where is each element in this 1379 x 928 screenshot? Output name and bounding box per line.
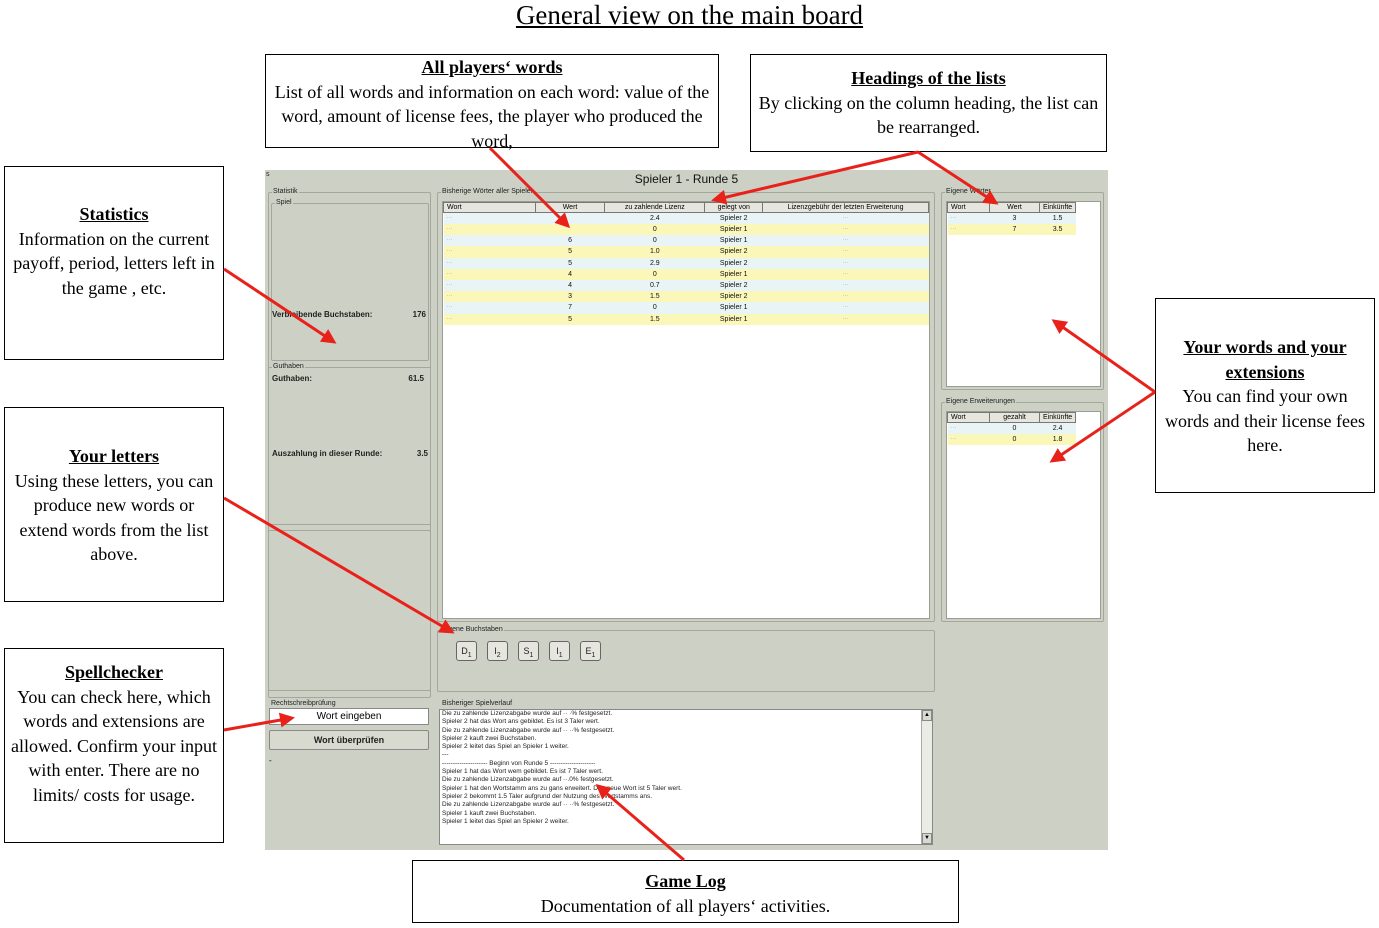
table-cell: ··· (444, 224, 536, 235)
note-game-log-heading: Game Log (645, 871, 726, 891)
window-corner-label: s (266, 171, 270, 178)
own-ext-heading-income[interactable]: Einkünfte (1040, 413, 1076, 423)
statistics-group-label: Statistik (273, 188, 298, 195)
note-headings (750, 54, 1107, 152)
table-cell: ··· (763, 302, 929, 313)
note-spellchecker-heading: Spellchecker (65, 662, 163, 682)
scroll-up-icon[interactable]: ▲ (922, 710, 932, 721)
table-cell: ··· (763, 314, 929, 325)
own-extensions-table-box (946, 411, 1101, 619)
own-word-row[interactable] (948, 213, 1076, 225)
table-cell: 0 (990, 434, 1040, 445)
note-own-words-body: You can find your own words and their license fees here. (1165, 386, 1365, 455)
all-words-table-box (442, 201, 930, 619)
table-cell: 4 (535, 280, 605, 291)
own-extension-row[interactable] (948, 423, 1076, 435)
word-row[interactable] (444, 224, 929, 235)
table-cell: ··· (948, 213, 990, 225)
table-cell: 5 (535, 258, 605, 269)
table-cell: ··· (763, 291, 929, 302)
log-line: Spieler 2 leitet das Spiel an Spieler 1 weiter. (442, 743, 569, 751)
balance-group-label: Guthaben (273, 363, 304, 370)
note-letters (4, 407, 224, 602)
letter-tile-points: 1 (467, 651, 472, 659)
column-heading-license[interactable]: zu zahlende Lizenz (605, 203, 705, 213)
note-spellchecker-body: You can check here, which words and extensions are allowed. Confirm your input with enter. There are no limits/ costs for usage. (11, 686, 217, 805)
table-cell: Spieler 1 (705, 302, 763, 313)
column-heading-value[interactable]: Wert (535, 203, 605, 213)
table-cell: ··· (444, 291, 536, 302)
note-all-words-body: List of all words and information on each word: value of the word, amount of license fees, the player who produced the word, (274, 81, 710, 151)
table-cell: 1.5 (1040, 213, 1076, 225)
log-line: Die zu zahlende Lizenzabgabe wurde auf ·· ··% festgesetzt. (442, 726, 615, 734)
letter-tile[interactable] (549, 641, 570, 661)
all-words-table (443, 202, 929, 325)
table-cell (535, 224, 605, 235)
table-cell: Spieler 1 (705, 269, 763, 280)
table-cell: 5 (535, 246, 605, 257)
table-cell: 0 (605, 302, 705, 313)
word-row[interactable] (444, 235, 929, 246)
table-cell: Spieler 1 (705, 314, 763, 325)
own-words-heading-income[interactable]: Einkünfte (1040, 203, 1076, 213)
spellcheck-input[interactable]: Wort eingeben (269, 708, 429, 725)
table-cell: ··· (763, 246, 929, 257)
own-extensions-table (947, 412, 1076, 445)
all-words-group (437, 188, 935, 622)
letters-group (437, 626, 935, 692)
note-letters-body: Using these letters, you can produce new words or extend words from the list above. (14, 470, 214, 564)
table-cell: 7 (535, 302, 605, 313)
log-line: Spieler 2 hat das Wort ans gebildet. Es ist 3 Taler wert. (442, 718, 600, 726)
payout-value: 3.5 (416, 449, 428, 458)
spellcheck-result: - (269, 756, 272, 765)
note-headings-heading: Headings of the lists (851, 68, 1006, 88)
letter-tile-letter: E (585, 646, 592, 656)
word-row[interactable] (444, 269, 929, 280)
table-cell: 2.4 (1040, 423, 1076, 435)
table-cell: 0 (605, 235, 705, 246)
all-words-group-label: Bisherige Wörter aller Spieler (442, 188, 534, 195)
table-cell: ··· (444, 269, 536, 280)
column-heading-laid-by[interactable]: gelegt von (705, 203, 763, 213)
word-row[interactable] (444, 291, 929, 302)
balance-label: Guthaben: (272, 374, 312, 383)
table-cell: 7 (990, 224, 1040, 235)
own-ext-heading-word[interactable]: Wort (948, 413, 990, 423)
note-headings-body: By clicking on the column heading, the list can be rearranged. (758, 92, 1099, 137)
word-row[interactable] (444, 213, 929, 225)
table-cell: 0 (605, 224, 705, 235)
table-cell: ··· (444, 213, 536, 225)
log-line: Spieler 2 kauft zwei Buchstaben. (442, 734, 537, 742)
table-cell: 3.5 (1040, 224, 1076, 235)
table-cell (535, 213, 605, 225)
note-all-words (265, 54, 719, 151)
own-words-table-box (946, 201, 1101, 387)
empty-panel (268, 530, 431, 691)
table-cell: ··· (444, 246, 536, 257)
log-line: --- (442, 751, 449, 759)
table-cell: 2.9 (605, 258, 705, 269)
log-line: Spieler 1 hat den Wortstamm ans zu gans erweitert. Das neue Wort ist 5 Taler wert. (442, 784, 682, 792)
own-words-table (947, 202, 1076, 235)
log-line: Die zu zahlende Lizenzabgabe wurde auf ··.0% festgesetzt. (442, 776, 614, 784)
game-window (265, 170, 1108, 850)
note-own-words (1155, 298, 1375, 493)
table-cell: ··· (948, 423, 990, 435)
note-statistics-heading: Statistics (79, 204, 149, 224)
letter-tile-points: 1 (558, 651, 563, 659)
letter-tile-points: 1 (529, 651, 534, 659)
word-row[interactable] (444, 258, 929, 269)
game-log[interactable] (439, 709, 933, 845)
log-line: --------------------- Beginn von Runde 5 --------------------- (442, 759, 596, 767)
table-cell: ··· (444, 314, 536, 325)
word-row[interactable] (444, 246, 929, 257)
note-spellchecker (4, 648, 224, 843)
table-cell: Spieler 2 (705, 280, 763, 291)
own-words-heading-word[interactable]: Wort (948, 203, 990, 213)
table-cell: 0 (990, 423, 1040, 435)
table-cell: Spieler 2 (705, 258, 763, 269)
note-statistics-body: Information on the current payoff, period, letters left in the game , etc. (13, 228, 215, 298)
log-line: Die zu zahlende Lizenzabgabe wurde auf ·· ·% festgesetzt. (442, 710, 613, 717)
table-cell: ··· (763, 213, 929, 225)
remaining-letters-label: Verbleibende Buchstaben: (272, 310, 373, 319)
letter-tile-letter: S (523, 646, 530, 656)
table-cell: 6 (535, 235, 605, 246)
word-row[interactable] (444, 302, 929, 313)
note-letters-heading: Your letters (68, 446, 160, 466)
table-cell: 4 (535, 269, 605, 280)
table-cell: Spieler 2 (705, 291, 763, 302)
word-row[interactable] (444, 314, 929, 325)
note-game-log (412, 860, 959, 923)
table-cell: 1.5 (605, 314, 705, 325)
own-extension-row[interactable] (948, 434, 1076, 445)
table-cell: ··· (444, 280, 536, 291)
table-cell: ··· (763, 280, 929, 291)
note-statistics (4, 166, 224, 360)
table-cell: Spieler 1 (705, 235, 763, 246)
note-own-words-heading: Your words and your extensions (1183, 337, 1347, 382)
table-cell: ··· (444, 258, 536, 269)
log-line: Spieler 1 kauft zwei Buchstaben. (442, 809, 537, 817)
log-line: Spieler 1 hat das Wort wem gebildet. Es ist 7 Taler wert. (442, 768, 603, 776)
letter-tile-points: 2 (496, 651, 501, 659)
window-title: Spieler 1 - Runde 5 (634, 172, 739, 186)
table-cell: ··· (444, 235, 536, 246)
remaining-letters-value: 176 (412, 310, 426, 319)
table-cell: 0 (605, 269, 705, 280)
table-cell: ··· (763, 235, 929, 246)
letters-group-label: Eigene Buchstaben (442, 626, 503, 633)
note-game-log-body: Documentation of all players‘ activities. (540, 895, 831, 916)
letter-tile-letter: D (461, 646, 468, 656)
table-cell: ··· (763, 258, 929, 269)
balance-value: 61.5 (408, 374, 424, 383)
log-line: Spieler 2 bekommt 1.5 Taler aufgrund der Nutzung des Wortstamms ans. (442, 792, 653, 800)
own-words-group-label: Eigene Wörter (946, 188, 991, 195)
table-cell: 3 (990, 213, 1040, 225)
table-cell: 3 (535, 291, 605, 302)
table-cell: 1.5 (605, 291, 705, 302)
table-cell: Spieler 1 (705, 224, 763, 235)
balance-group (268, 363, 431, 525)
own-words-heading-value[interactable]: Wert (990, 203, 1040, 213)
own-words-group (941, 188, 1104, 390)
table-cell: 1.8 (1040, 434, 1076, 445)
letter-tile[interactable] (456, 641, 477, 661)
table-cell: ··· (444, 302, 536, 313)
log-scrollbar[interactable] (921, 710, 932, 844)
table-cell: 2.4 (605, 213, 705, 225)
table-cell: ··· (763, 224, 929, 235)
table-cell: 1.0 (605, 246, 705, 257)
table-cell: 0.7 (605, 280, 705, 291)
letter-tile-points: 1 (591, 651, 596, 659)
game-subgroup-label: Spiel (276, 199, 292, 206)
scroll-down-icon[interactable]: ▼ (922, 833, 932, 844)
note-all-words-heading: All players‘ words (421, 57, 563, 77)
word-row[interactable] (444, 280, 929, 291)
game-log-label: Bisheriger Spielverlauf (442, 700, 513, 707)
table-cell: 5 (535, 314, 605, 325)
letter-tile[interactable] (580, 641, 601, 661)
table-cell: ··· (948, 224, 990, 235)
own-word-row[interactable] (948, 224, 1076, 235)
check-word-button[interactable]: Wort überprüfen (269, 730, 429, 750)
column-heading-word[interactable]: Wort (444, 203, 536, 213)
table-cell: ··· (763, 269, 929, 280)
spellcheck-label: Rechtschreibprüfung (271, 700, 336, 707)
game-subgroup (271, 199, 429, 361)
own-extensions-group (941, 398, 1104, 622)
table-cell: ··· (948, 434, 990, 445)
own-extensions-group-label: Eigene Erweiterungen (946, 398, 1015, 405)
payout-label: Auszahlung in dieser Runde: (272, 449, 383, 458)
letter-tile-letter: I (556, 646, 559, 656)
column-heading-extension-fee[interactable]: Lizenzgebühr der letzten Erweiterung (763, 203, 929, 213)
letter-tile-letter: I (494, 646, 497, 656)
log-line: Spieler 1 leitet das Spiel an Spieler 2 weiter. (442, 817, 569, 825)
table-cell: Spieler 2 (705, 246, 763, 257)
page-title: General view on the main board (515, 0, 864, 30)
letter-tile[interactable] (518, 641, 539, 661)
log-line: Die zu zahlende Lizenzabgabe wurde auf ·· ··% festgesetzt. (442, 801, 615, 809)
table-cell: Spieler 2 (705, 213, 763, 225)
own-ext-heading-paid[interactable]: gezahlt (990, 413, 1040, 423)
letter-tile[interactable] (487, 641, 508, 661)
